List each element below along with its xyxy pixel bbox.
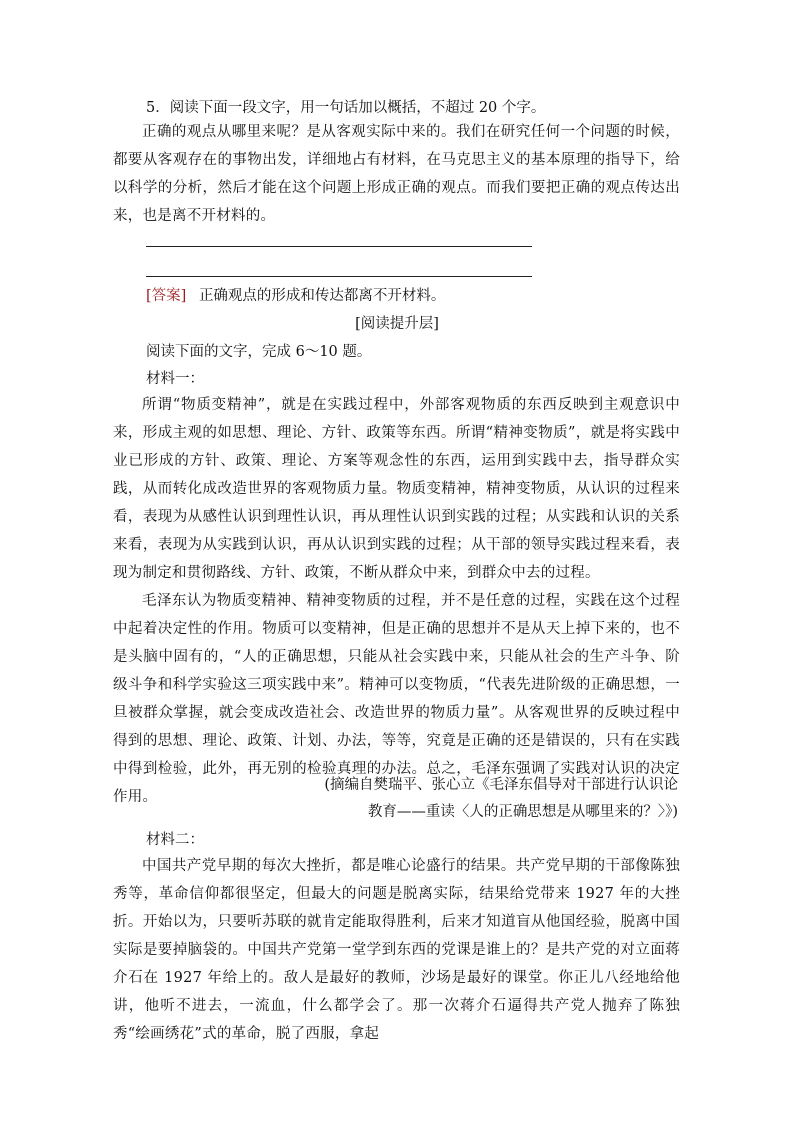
answer-tag: [答案] [146, 288, 187, 304]
answer-text: 正确观点的形成和传达都离不开材料。 [198, 288, 446, 304]
source-citation-line-2: 教育——重读〈人的正确思想是从哪里来的？〉》) [367, 804, 678, 820]
question-5-passage [113, 118, 680, 230]
material-1-label: 材料一： [146, 371, 204, 387]
source-citation-line-1: (摘编自樊瑞平、张心立《毛泽东倡导对干部进行认识论 [324, 777, 678, 793]
material-2-label: 材料二： [146, 832, 204, 848]
material-1-paragraph-2: 毛泽东认为物质变精神、精神变物质的过程，并不是任意的过程，实践在这个过程中起着决定性的作用。物质可以变精神，但是正确的思想并不是从天上掉下来的，也不是头脑中固有的，“人的正确思想，只能从社会实践中来，只能从社会的生产斗争、阶级斗争和科学实验这三项实践中来”。精神可以变物质，“代表先进阶级的正确思想，一旦被群众掌握，就会变成改造社会、改造世界的物质力量”。从客观世界的反映过程中得到的思想、理论、政策、计划、办法，等等，究竟是正确的还是错误的，只有在实践中得到检验，此外，再无别的检验真理的办法。总之，毛泽东强调了实践对认识的决定作用。 [113, 593, 680, 805]
material-2-body [113, 852, 680, 1048]
instruction: 阅读下面的文字，完成 6～10 题。 [146, 344, 372, 360]
answer-line-2 [146, 276, 532, 277]
passage-paragraph: 正确的观点从哪里来呢？是从客观实际中来的。我们在研究任何一个问题的时候，都要从客观存在的事物出发，详细地占有材料，在马克思主义的基本原理的指导下，给以科学的分析，然后才能在这个问题上形成正确的观点。而我们要把正确的观点传达出来，也是离不开材料的。 [113, 124, 680, 224]
material-1-paragraph-1: 所谓“物质变精神”，就是在实践过程中，外部客观物质的东西反映到主观意识中来，形成主观的如思想、理论、方针、政策等东西。所谓“精神变物质”，就是将实践中业已形成的方针、政策、理论、方案等观念性的东西，运用到实践中去，指导群众实践，从而转化成改造世界的客观物质力量。物质变精神，精神变物质，从认识的过程来看，表现为从感性认识到理性认识，再从理性认识到实践的过程；从实践和认识的关系来看，表现为从实践到认识，再从认识到实践的过程；从干部的领导实践过程来看，表现为制定和贯彻路线、方针、政策，不断从群众中来，到群众中去的过程。 [113, 397, 680, 581]
answer-line-1 [146, 246, 532, 247]
section-title: [阅读提升层] [355, 316, 439, 332]
material-1-body [113, 391, 680, 811]
answer-row [146, 285, 445, 307]
question-5-stem: 5．阅读下面一段文字，用一句话加以概括，不超过 20 个字。 [146, 100, 546, 116]
material-2-paragraph-1: 中国共产党早期的每次大挫折，都是唯心论盛行的结果。共产党早期的干部像陈独秀等，革命信仰都很坚定，但最大的问题是脱离实际，结果给党带来 1927 年的大挫折。开始以为，只要听苏联的就肯定能取得胜利，后来才知道盲从他国经验，脱离中国实际是要掉脑袋的。中国共产党第一堂学到东西的党课是谁上的？是共产党的对立面蒋介石在 1927 年给上的。敌人是最好的教师，沙场是最好的课堂。你正儿八经地给他讲，他听不进去，一流血，什么都学会了。那一次蒋介石逼得共产党人抛弃了陈独秀“绘画绣花”式的革命，脱了西服，拿起 [113, 858, 680, 1042]
